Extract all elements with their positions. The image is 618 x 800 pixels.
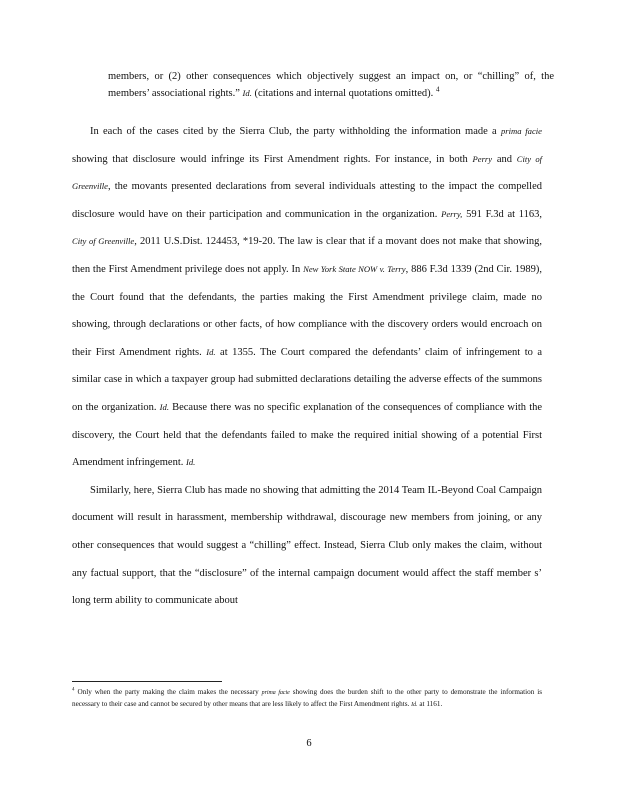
footnote-number: 4 xyxy=(72,687,75,693)
paragraph-text: Because there was no specific explanation of the consequences of compliance with the discovery, the Court held that the defendants failed to make the required initial showing of a potential First Amendment infringement. xyxy=(72,401,543,469)
paragraph: Similarly, here, Sierra Club has made no showing that admitting the 2014 Team IL-Beyond Coal Campaign document will result in harassment, membership withdrawal, discourage new members from joining, or any other consequences that would suggest a “chilling” effect. Instead, Sierra Club only makes the claim, without any factual support, that the “disclosure” of the internal campaign document would affect the staff member s’ long term ability to communicate about xyxy=(72,484,542,607)
paragraph-text: In each of the cases cited by the Sierra Club, the party withholding the information made a xyxy=(90,126,497,137)
footnote-divider xyxy=(72,681,222,682)
case-name: City of Greenville xyxy=(72,236,135,247)
paragraph-text: , the movants presented declarations from several individuals attesting to the impact the compelled disclosure would have on their participation and communication in the organization. xyxy=(72,181,542,220)
citation-id: Id. xyxy=(242,88,252,98)
footnote-text: Only when the party making the claim makes the necessary xyxy=(77,688,259,696)
paragraph-text: , 2011 U.S.Dist. 124453, *19-20. The law is clear that if a movant does not make that showing, then the First Amendment privilege does not apply. In xyxy=(72,236,542,275)
block-quote-text: (citations and internal quotations omitted). xyxy=(254,88,434,99)
paragraph-text: , 886 F.3d 1339 (2nd Cir. 1989), the Court found that the defendants, the parties making the First Amendment privilege claim, made no showing, through declarations or other facts, of how compliance with the discovery orders would encroach on their First Amendment rights. xyxy=(72,263,542,358)
italic-term: prima facie xyxy=(500,126,542,136)
paragraph-text: at 1355. The Court compared the defendants’ claim of infringement to a similar case in which a taxpayer group had submitted declarations detailing the adverse effects of the summons on the organization. xyxy=(72,346,542,413)
body-text xyxy=(72,118,542,615)
paragraph-text: showing that disclosure would infringe its First Amendment rights. For instance, in both xyxy=(72,153,468,165)
citation-id: Id. xyxy=(411,702,418,708)
paragraph-text: 591 F.3d at 1163, xyxy=(466,208,543,220)
page-number: 6 xyxy=(306,738,312,749)
case-name: Perry, xyxy=(441,208,463,219)
case-name: City of Greenville xyxy=(72,153,543,192)
footnote-text: showing does the burden shift to the other party to demonstrate the information is necessary to their case and cannot be secured by other means that are less likely to affect the First Amendment rights. xyxy=(72,688,543,708)
block-quote xyxy=(108,68,554,102)
italic-term: prima facie xyxy=(261,690,290,696)
paragraph xyxy=(72,118,542,477)
block-quote-text: members, or (2) other consequences which objectively suggest an impact on, or “chilling” of, the members’ associational rights.” xyxy=(108,71,554,99)
citation-id: Id. xyxy=(206,346,216,357)
case-name: Perry xyxy=(472,153,493,164)
footnote-reference: 4 xyxy=(435,84,440,94)
citation-id: Id. xyxy=(186,457,196,468)
footnote-text: at 1161. xyxy=(419,700,443,708)
citation-id: Id. xyxy=(159,401,169,412)
footnote xyxy=(72,687,542,711)
case-name: New York State NOW v. Terry xyxy=(303,263,406,274)
paragraph-text: and xyxy=(496,153,513,165)
